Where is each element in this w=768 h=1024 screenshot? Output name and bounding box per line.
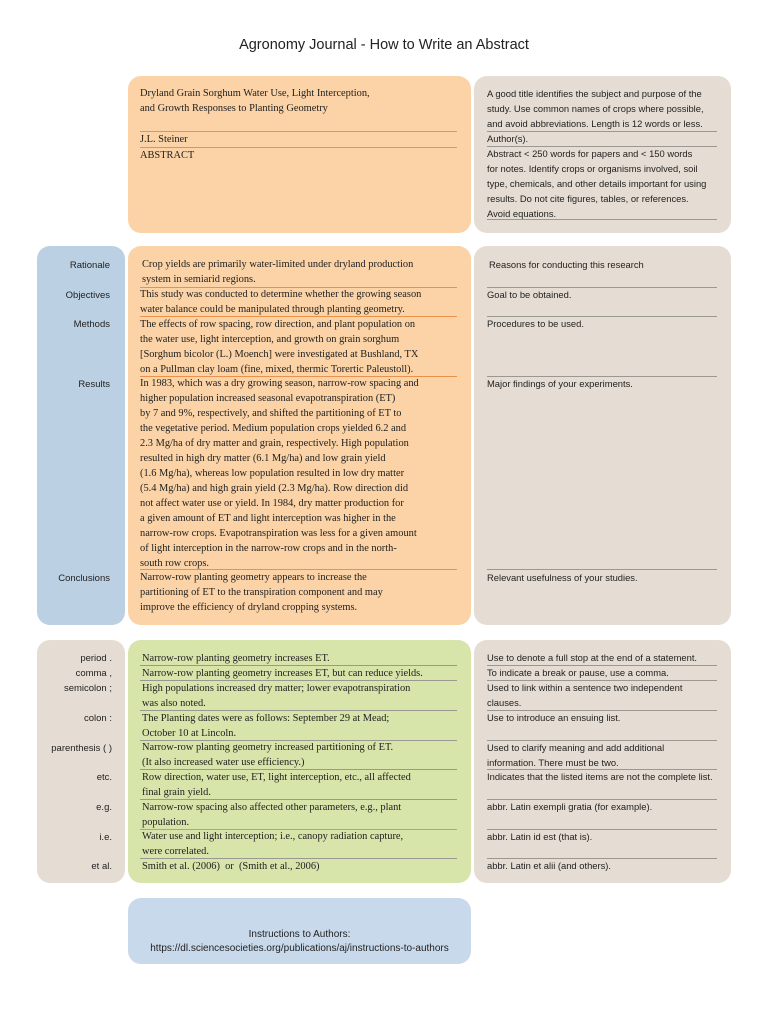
abstract-note <box>487 146 723 221</box>
conclusions-note: Relevant usefulness of your studies. <box>487 572 638 583</box>
results-text <box>140 376 460 571</box>
label-semicolon: semicolon ; <box>63 683 112 694</box>
text-line: were correlated. <box>142 846 209 857</box>
text-line: system in semiarid regions. <box>142 274 256 285</box>
period-example: Narrow-row planting geometry increases ET. <box>142 653 330 664</box>
text-line: on a Pullman clay loam (fine, mixed, thermic Torertic Paleustoll). <box>140 364 414 375</box>
text-line: Narrow-row planting geometry increased partitioning of ET. <box>142 742 394 753</box>
note-line: information. There must be two. <box>487 757 619 768</box>
text-line: October 10 at Lincoln. <box>142 728 237 739</box>
paper-author: J.L. Steiner <box>140 134 188 145</box>
etc-note: Indicates that the listed items are not the complete list. <box>487 771 713 782</box>
note-line: Used to link within a sentence two independent <box>487 682 683 693</box>
text-line: The Planting dates were as follows: September 29 at Mead; <box>142 713 390 724</box>
instructions-panel <box>128 898 471 964</box>
semicolon-note <box>487 680 723 710</box>
note-line: type, chemicals, and other details important for using <box>487 178 707 189</box>
objectives-text <box>140 287 460 317</box>
text-line: final grain yield. <box>142 787 211 798</box>
note-line: for notes. Identify crops or organisms involved, soil <box>487 163 698 174</box>
conclusions-text <box>140 570 460 615</box>
text-line: In 1983, which was a dry growing season, narrow-row spacing and <box>140 378 419 389</box>
text-line: south row crops. <box>140 558 209 569</box>
colon-example <box>142 711 462 741</box>
label-period: period . <box>80 653 112 664</box>
text-line: the vegetative period. Medium population crops yielded 6.2 and <box>140 423 407 434</box>
rationale-note: Reasons for conducting this research <box>489 259 644 270</box>
note-line: and avoid abbreviations. Length is 12 words or less. <box>487 118 703 129</box>
text-line: the water use, light interception, and growth on grain sorghum <box>140 334 400 345</box>
text-line: High populations increased dry matter; lower evapotranspiration <box>142 683 411 694</box>
instructions-link[interactable]: https://dl.sciencesocieties.org/publications/aj/instructions-to-authors <box>150 943 449 954</box>
rationale-text <box>142 257 462 287</box>
text-line: improve the efficiency of dryland cropping systems. <box>140 602 358 613</box>
note-line: results. Do not cite figures, tables, or references. <box>487 193 689 204</box>
eg-example <box>142 800 462 830</box>
paper-title-line: Dryland Grain Sorghum Water Use, Light Interception, <box>140 88 370 99</box>
text-line: Narrow-row planting geometry appears to increase the <box>140 572 367 583</box>
label-etal: et al. <box>91 861 112 872</box>
instructions-heading: Instructions to Authors: <box>248 929 351 940</box>
results-note: Major findings of your experiments. <box>487 378 633 389</box>
divider <box>487 219 717 220</box>
paper-title <box>140 86 460 116</box>
parenthesis-note <box>487 740 723 770</box>
text-line: The effects of row spacing, row direction, and plant population on <box>140 319 416 330</box>
paper-title-line: and Growth Responses to Planting Geometry <box>140 103 328 114</box>
note-line: Abstract < 250 words for papers and < 150 words <box>487 148 693 159</box>
label-conclusions: Conclusions <box>58 573 110 584</box>
label-etc: etc. <box>96 772 112 783</box>
text-line: Row direction, water use, ET, light interception, etc., all affected <box>142 772 411 783</box>
text-line: population. <box>142 817 190 828</box>
label-eg: e.g. <box>96 802 112 813</box>
note-line: Used to clarify meaning and add additional <box>487 742 665 753</box>
label-objectives: Objectives <box>65 290 110 301</box>
text-line: This study was conducted to determine whether the growing season <box>140 289 422 300</box>
methods-note: Procedures to be used. <box>487 318 584 329</box>
text-line: partitioning of ET to the transpiration component and may <box>140 587 383 598</box>
label-comma: comma , <box>75 668 112 679</box>
text-line: 2.3 Mg/ha of dry matter and grain, respectively. High population <box>140 438 409 449</box>
comma-note: To indicate a break or pause, use a comma. <box>487 667 669 678</box>
note-line: Avoid equations. <box>487 208 557 219</box>
semicolon-example <box>142 681 462 711</box>
text-line: Narrow-row spacing also affected other parameters, e.g., plant <box>142 802 402 813</box>
label-colon: colon : <box>84 713 112 724</box>
abstract-heading: ABSTRACT <box>140 150 195 161</box>
label-rationale: Rationale <box>69 260 110 271</box>
label-ie: i.e. <box>99 832 112 843</box>
section-labels-panel <box>37 246 125 625</box>
objectives-note: Goal to be obtained. <box>487 289 572 300</box>
text-line: Water use and light interception; i.e., canopy radiation capture, <box>142 831 404 842</box>
ie-note: abbr. Latin id est (that is). <box>487 831 593 842</box>
text-line: (It also increased water use efficiency.) <box>142 757 305 768</box>
label-results: Results <box>78 379 110 390</box>
methods-text <box>140 317 460 377</box>
ie-example <box>142 829 462 859</box>
text-line: of light interception in the narrow-row crops and in the north- <box>140 543 397 554</box>
page-title: Agronomy Journal - How to Write an Abstract <box>239 37 529 53</box>
text-line: [Sorghum bicolor (L.) Moench] were investigated at Bushland, TX <box>140 349 419 360</box>
colon-note: Use to introduce an ensuing list. <box>487 712 621 723</box>
eg-note: abbr. Latin exempli gratia (for example). <box>487 801 653 812</box>
title-note <box>487 86 723 131</box>
note-line: clauses. <box>487 697 522 708</box>
comma-example: Narrow-row planting geometry increases ET, but can reduce yields. <box>142 668 423 679</box>
etc-example <box>142 770 462 800</box>
author-note: Author(s). <box>487 133 529 144</box>
text-line: by 7 and 9%, respectively, and shifted the partitioning of ET to <box>140 408 402 419</box>
text-line: resulted in high dry matter (6.1 Mg/ha) and low grain yield <box>140 453 386 464</box>
text-line: a given amount of ET and light interception was higher in the <box>140 513 396 524</box>
text-line: narrow-row crops. Evapotranspiration was less for a given amount <box>140 528 417 539</box>
text-line: not affect water use or yield. In 1984, dry matter production for <box>140 498 404 509</box>
text-line: higher population increased seasonal evapotranspiration (ET) <box>140 393 396 404</box>
text-line: (1.6 Mg/ha), whereas low population resulted in low dry matter <box>140 468 405 479</box>
text-line: water balance could be manipulated through planting geometry. <box>140 304 405 315</box>
etal-example: Smith et al. (2006) or (Smith et al., 2006) <box>142 861 320 872</box>
text-line: (5.4 Mg/ha) and high grain yield (2.3 Mg/ha). Row direction did <box>140 483 409 494</box>
label-methods: Methods <box>73 319 110 330</box>
etal-note: abbr. Latin et alii (and others). <box>487 860 612 871</box>
label-parenthesis: parenthesis ( ) <box>51 743 112 754</box>
parenthesis-example <box>142 740 462 770</box>
period-note: Use to denote a full stop at the end of a statement. <box>487 652 698 663</box>
note-line: study. Use common names of crops where possible, <box>487 103 704 114</box>
text-line: was also noted. <box>142 698 206 709</box>
text-line: Crop yields are primarily water-limited under dryland production <box>142 259 414 270</box>
note-line: A good title identifies the subject and purpose of the <box>487 88 702 99</box>
